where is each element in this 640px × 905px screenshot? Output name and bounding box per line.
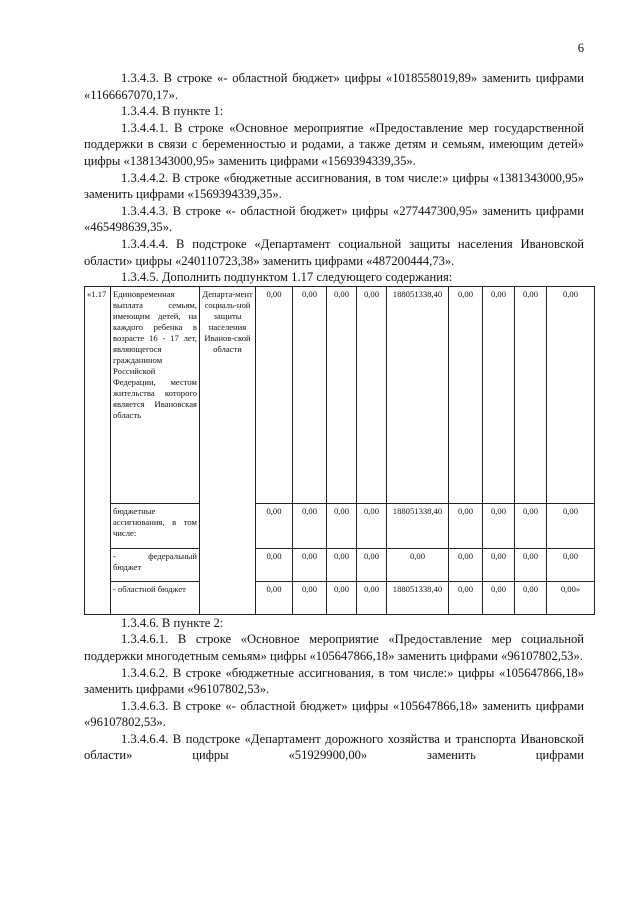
- value-cell: 0,00: [515, 581, 547, 614]
- value-cell: 0,00»: [547, 581, 595, 614]
- value-cell: 0,00: [293, 503, 327, 548]
- subitem-code-cell: «1.17: [85, 286, 111, 614]
- paragraph-1-3-4-6-1: 1.3.4.6.1. В строке «Основное мероприятие «Предоставление мер социальной поддержки многодетным семьям» цифры «105647866,18» заменить цифрами «96107802,53».: [84, 632, 584, 663]
- value-cell: 0,00: [357, 286, 387, 503]
- value-cell: 0,00: [449, 581, 483, 614]
- value-cell: 0,00: [449, 503, 483, 548]
- paragraph-1-3-4-4-4: 1.3.4.4.4. В подстроке «Департамент социальной защиты населения Ивановской области» цифры «240110723,38» заменить цифрами «487200444,73».: [84, 236, 584, 268]
- value-cell: 0,00: [449, 286, 483, 503]
- row-name-cell: - областной бюджет: [111, 581, 200, 614]
- value-cell: 188051338,40: [387, 503, 449, 548]
- value-cell: 0,00: [387, 548, 449, 581]
- page-number: 6: [577, 41, 584, 55]
- value-cell: 0,00: [256, 548, 293, 581]
- value-cell: 0,00: [256, 503, 293, 548]
- executor-cell: Департа-мент социаль-ной защиты населения Иванов-ской области: [200, 286, 256, 614]
- value-cell: 0,00: [293, 581, 327, 614]
- value-cell: 0,00: [293, 548, 327, 581]
- value-cell: 0,00: [293, 286, 327, 503]
- paragraph-1-3-4-4-2: 1.3.4.4.2. В строке «бюджетные ассигнования, в том числе:» цифры «1381343000,95» заменить цифрами «1569394339,35».: [84, 170, 584, 202]
- value-cell: 0,00: [483, 581, 515, 614]
- value-cell: 0,00: [547, 286, 595, 503]
- value-cell: 188051338,40: [387, 286, 449, 503]
- row-name-cell: - федеральный бюджет: [111, 548, 200, 581]
- subitem-1-17-table: [84, 286, 595, 615]
- table-row: [85, 286, 595, 503]
- document-body: [84, 70, 584, 764]
- table-row: [85, 503, 595, 548]
- value-cell: 0,00: [515, 548, 547, 581]
- value-cell: 0,00: [449, 548, 483, 581]
- row-name-cell: бюджетные ассигнования, в том числе:: [111, 503, 200, 548]
- table-row: [85, 548, 595, 581]
- paragraph-1-3-4-5: 1.3.4.5. Дополнить подпунктом 1.17 следующего содержания:: [121, 270, 453, 285]
- paragraph-1-3-4-4-1: 1.3.4.4.1. В строке «Основное мероприятие «Предоставление мер государственной поддержки в связи с беременностью и родами, а также детям и семьям, имеющим детей» цифры «1381343000,95» заменить цифрами «1569394339,35».: [84, 120, 584, 168]
- value-cell: 0,00: [515, 286, 547, 503]
- paragraph-1-3-4-6-4: 1.3.4.6.4. В подстроке «Департамент дорожного хозяйства и транспорта Ивановской области» цифры «51929900,00» заменить цифрами: [84, 731, 584, 763]
- paragraph-1-3-4-4-3: 1.3.4.4.3. В строке «- областной бюджет» цифры «277447300,95» заменить цифрами «465498639,35».: [84, 203, 584, 235]
- value-cell: 0,00: [256, 581, 293, 614]
- row-name-cell: Единовременная выплата семьям, имеющим детей, на каждого ребенка в возрасте 16 - 17 лет, являющегося гражданином Российской Федерации, местом жительства которого является Ивановская область: [111, 286, 200, 503]
- value-cell: 0,00: [357, 503, 387, 548]
- value-cell: 0,00: [483, 548, 515, 581]
- paragraph-1-3-4-6-2: 1.3.4.6.2. В строке «бюджетные ассигнования, в том числе:» цифры «105647866,18» заменить цифрами «96107802,53».: [84, 665, 584, 697]
- value-cell: 0,00: [327, 503, 357, 548]
- value-cell: 188051338,40: [387, 581, 449, 614]
- value-cell: 0,00: [357, 581, 387, 614]
- value-cell: 0,00: [327, 286, 357, 503]
- paragraph-1-3-4-3: 1.3.4.3. В строке «- областной бюджет» цифры «1018558019,89» заменить цифрами «1166667070,17».: [84, 71, 584, 102]
- value-cell: 0,00: [327, 548, 357, 581]
- paragraph-1-3-4-6-3: 1.3.4.6.3. В строке «- областной бюджет» цифры «105647866,18» заменить цифрами «96107802,53».: [84, 698, 584, 730]
- paragraph-1-3-4-6: 1.3.4.6. В пункте 2:: [121, 615, 224, 630]
- value-cell: 0,00: [256, 286, 293, 503]
- value-cell: 0,00: [515, 503, 547, 548]
- value-cell: 0,00: [483, 286, 515, 503]
- value-cell: 0,00: [327, 581, 357, 614]
- value-cell: 0,00: [547, 548, 595, 581]
- value-cell: 0,00: [547, 503, 595, 548]
- value-cell: 0,00: [357, 548, 387, 581]
- paragraph-1-3-4-4: 1.3.4.4. В пункте 1:: [121, 104, 224, 119]
- table-row: [85, 581, 595, 614]
- value-cell: 0,00: [483, 503, 515, 548]
